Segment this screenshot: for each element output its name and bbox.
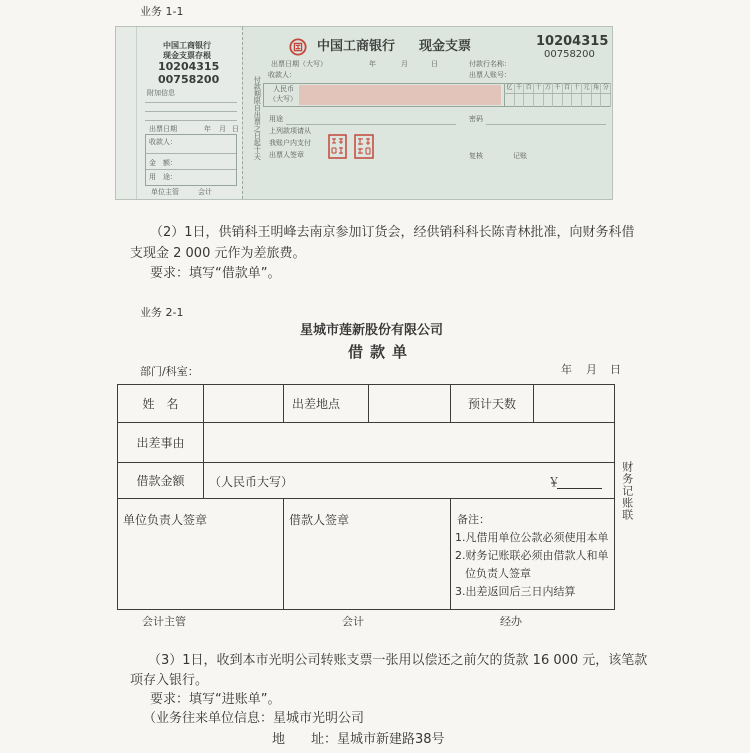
digit-column-label: 千	[553, 83, 563, 107]
issue-year-label: 年	[369, 60, 376, 68]
review-label: 复核	[469, 152, 483, 160]
stub-supervisor-label: 单位主管	[151, 188, 179, 196]
perforation-line	[242, 27, 243, 199]
digit-header-rule	[504, 93, 611, 94]
bookkeeping-label: 记账	[513, 152, 527, 160]
amount-currency-label: 人民币	[273, 85, 294, 93]
remarks-cell	[451, 499, 615, 610]
amount-in-words-label: （大写）	[269, 95, 297, 103]
stub-rule	[145, 111, 237, 112]
item-2-text-line-1: （2）1日，供销科王明峰去南京参加订货会，经供销科科长陈青林批准，向财务科借	[150, 225, 635, 240]
issue-day-label: 日	[431, 60, 438, 68]
remarks-title: 备注：	[457, 513, 490, 526]
digit-column-label: 十	[534, 83, 544, 107]
footer-handler: 经办	[500, 615, 522, 628]
icbc-logo-icon	[289, 38, 307, 56]
amount-digit-grid	[504, 83, 611, 107]
form-year-label: 年	[561, 363, 572, 376]
stub-additional-info-label: 附加信息	[147, 89, 175, 97]
digit-column-label: 角	[592, 83, 602, 107]
cheque-serial-number: 00758200	[544, 49, 595, 60]
issue-date-label: 出票日期（大写）	[271, 60, 327, 68]
stub-margin-line	[136, 27, 137, 199]
payment-validity-note: 付款期限自出票之日起十天	[253, 76, 262, 160]
reason-value-cell	[204, 423, 615, 463]
section-label-business-1-1: 业务 1-1	[140, 5, 184, 18]
digit-column-label: 百	[524, 83, 534, 107]
remark-line: 1.凡借用单位公款必须使用本单	[455, 531, 609, 544]
stub-issue-date-label: 出票日期	[149, 125, 177, 133]
form-day-label: 日	[610, 363, 621, 376]
digit-column-label: 元	[582, 83, 592, 107]
loan-form-table	[117, 384, 615, 610]
stub-year-label: 年	[204, 125, 211, 133]
remark-line: 2.财务记账联必须由借款人和单	[455, 549, 609, 562]
stub-serial-number: 00758200	[158, 73, 220, 86]
partner-address: 地 址：星城市新建路38号	[272, 732, 445, 747]
digit-column-label: 千	[515, 83, 525, 107]
digit-column-label: 分	[601, 83, 611, 107]
form-title: 借款单	[348, 343, 415, 361]
finance-seal-stamp	[328, 134, 347, 159]
stub-accountant-label: 会计	[198, 188, 212, 196]
yuan-symbol: ￥	[548, 474, 561, 489]
stub-cheque-code: 10204315	[158, 60, 220, 73]
reason-label-cell	[118, 423, 204, 463]
stub-rule	[146, 153, 236, 154]
days-label-cell	[451, 385, 534, 423]
debit-instruction-line-1: 上列款项请从	[269, 127, 311, 135]
stub-payee-label: 收款人：	[149, 138, 177, 146]
borrower-signature-label: 借款人签章	[289, 513, 350, 527]
stub-title: 现金支票存根	[163, 51, 211, 60]
paying-bank-label: 付款行名称：	[469, 60, 511, 68]
digit-column-label: 十	[572, 83, 582, 107]
footer-chief-accountant: 会计主管	[142, 615, 186, 628]
destination-label-cell	[284, 385, 369, 423]
password-label: 密码	[469, 115, 483, 123]
personal-seal-stamp	[354, 134, 374, 159]
item-3-requirement: 要求：填写“进账单”。	[150, 692, 281, 707]
leader-signature-cell	[118, 499, 284, 610]
amount-label: 借款金额	[136, 474, 185, 488]
remark-line: 3.出差返回后三日内结算	[455, 585, 576, 598]
form-month-label: 月	[586, 363, 597, 376]
stub-purpose-label: 用 途：	[149, 173, 177, 181]
item-2-requirement: 要求：填写“借款单”。	[150, 266, 281, 281]
stub-rule	[146, 169, 236, 170]
table-row	[118, 499, 615, 610]
stub-amount-label: 金 额：	[149, 159, 177, 167]
partner-info: （业务往来单位信息：星城市光明公司	[143, 711, 365, 726]
item-3-text-line-1: （3）1日，收到本市光明公司转账支票一张用以偿还之前欠的货款 16 000 元，该笔款	[148, 653, 648, 668]
debit-instruction-line-2: 我账户内支付	[269, 139, 311, 147]
stub-rule	[145, 120, 237, 121]
payee-label: 收款人：	[268, 71, 296, 79]
drawer-signature-label: 出票人签章	[269, 151, 304, 159]
amount-label-cell	[118, 463, 204, 499]
purpose-label: 用途	[269, 115, 283, 123]
stub-rule	[145, 102, 237, 103]
destination-label: 出差地点	[291, 397, 340, 411]
department-label: 部门/科室：	[140, 365, 199, 378]
borrower-signature-cell	[284, 499, 451, 610]
days-value-cell	[534, 385, 615, 423]
amount-value-cell	[204, 463, 615, 499]
purpose-rule	[286, 124, 456, 125]
cash-cheque	[115, 26, 613, 200]
digit-column-label: 亿	[505, 83, 515, 107]
table-row	[118, 423, 615, 463]
remark-line: 位负责人签章	[465, 567, 531, 580]
amount-value-area	[204, 464, 614, 498]
cheque-bank-name: 中国工商银行	[317, 39, 396, 54]
amount-band	[299, 85, 501, 105]
amount-in-words-hint: （人民币大写）	[209, 474, 294, 489]
item-2-text-line-2: 支现金 2 000 元作为差旅费。	[130, 246, 306, 261]
digit-column-label: 万	[544, 83, 554, 107]
password-rule	[486, 124, 606, 125]
item-3-text-line-2: 项存入银行。	[130, 673, 209, 688]
leader-signature-label: 单位负责人签章	[123, 513, 208, 527]
name-value-cell	[204, 385, 284, 423]
stub-month-label: 月	[219, 125, 226, 133]
section-label-business-2-1: 业务 2-1	[140, 306, 184, 319]
digit-column-label: 百	[563, 83, 573, 107]
name-label: 姓 名	[142, 397, 179, 411]
table-row	[118, 385, 615, 423]
copy-side-label: 财务记账联	[620, 461, 634, 521]
days-label: 预计天数	[467, 397, 516, 411]
reason-label: 出差事由	[136, 436, 185, 450]
destination-value-cell	[369, 385, 451, 423]
issue-month-label: 月	[401, 60, 408, 68]
stub-day-label: 日	[232, 125, 239, 133]
drawer-account-label: 出票人账号：	[469, 71, 511, 79]
footer-accountant: 会计	[342, 615, 364, 628]
cheque-title: 现金支票	[419, 39, 472, 54]
amount-figure-line	[557, 488, 602, 489]
cheque-code: 10204315	[536, 34, 609, 49]
name-label-cell	[118, 385, 204, 423]
company-name: 星城市莲新股份有限公司	[300, 323, 444, 338]
stub-bank-name: 中国工商银行	[163, 41, 211, 50]
table-row	[118, 463, 615, 499]
